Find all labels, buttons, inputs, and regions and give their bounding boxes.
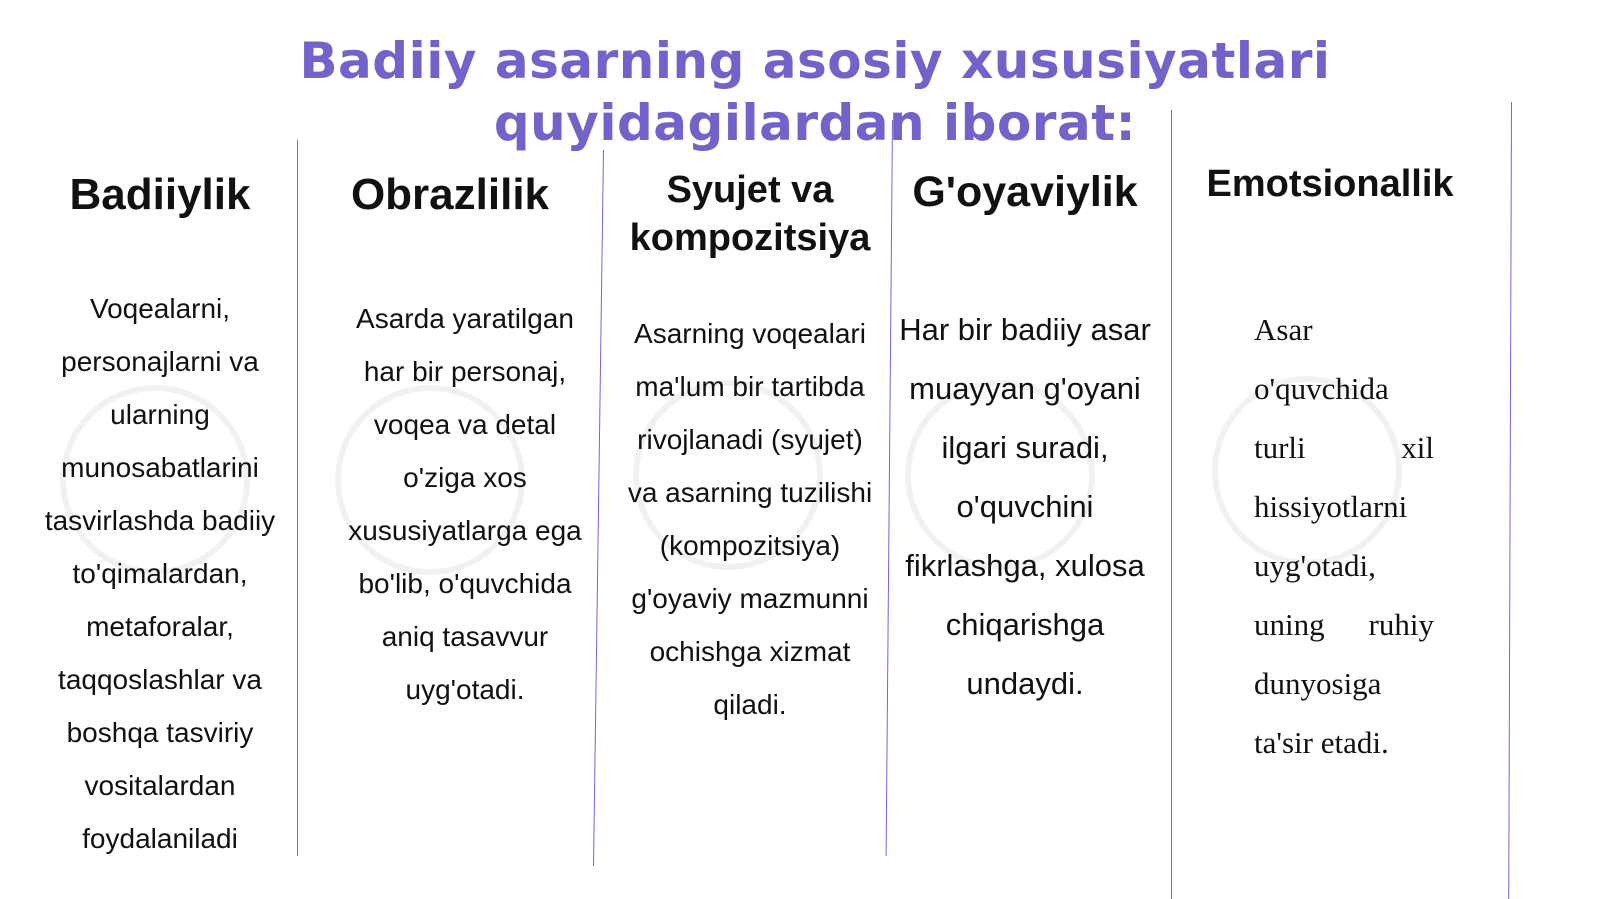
column-heading: G'oyaviylik: [912, 168, 1138, 216]
page-title-line-1: Badiiy asarning asosiy xususiyatlari: [299, 32, 1331, 90]
page-title-line-2: quyidagilardan iborat:: [493, 94, 1137, 152]
column-text: [1254, 300, 1434, 772]
column-text-first: Asar: [1254, 312, 1313, 347]
column-heading: Syujet va kompozitsiya: [629, 169, 871, 259]
column-heading: Badiiylik: [69, 170, 251, 219]
column-heading: Obrazlilik: [350, 170, 550, 219]
column-text-rest: o'quvchida turli xil hissiyotlarni uyg'otadi, uning ruhiy dunyosiga ta'sir etadi.: [1254, 371, 1434, 760]
column-text: Voqealarni, personajlarni va ularning munosabatlarini tasvirlashda badiiy to'qimalardan, metaforalar, taqqoslashlar va boshqa tasviriy vositalardan foydalaniladi: [44, 293, 276, 854]
column-divider: [593, 150, 604, 866]
column-text: Asarda yaratilgan har bir personaj, voqea va detal o'ziga xos xususiyatlarga ega bo'lib, o'quvchida aniq tasavvur uyg'otadi.: [348, 303, 582, 705]
column-divider: [297, 140, 298, 856]
column-heading: Emotsionallik: [1206, 163, 1454, 205]
column-text: Asarning voqealari ma'lum bir tartibda rivojlanadi (syujet) va asarning tuzilishi (kompozitsiya) g'oyaviy mazmunni ochishga xizmat qiladi.: [627, 318, 873, 720]
column-divider: [1508, 102, 1512, 899]
column-divider: [1171, 110, 1172, 899]
column-text: Har bir badiiy asar muayyan g'oyani ilgari suradi, o'quvchini fikrlashga, xulosa chiqarishga undaydi.: [899, 312, 1151, 701]
page-title: [0, 30, 1600, 154]
